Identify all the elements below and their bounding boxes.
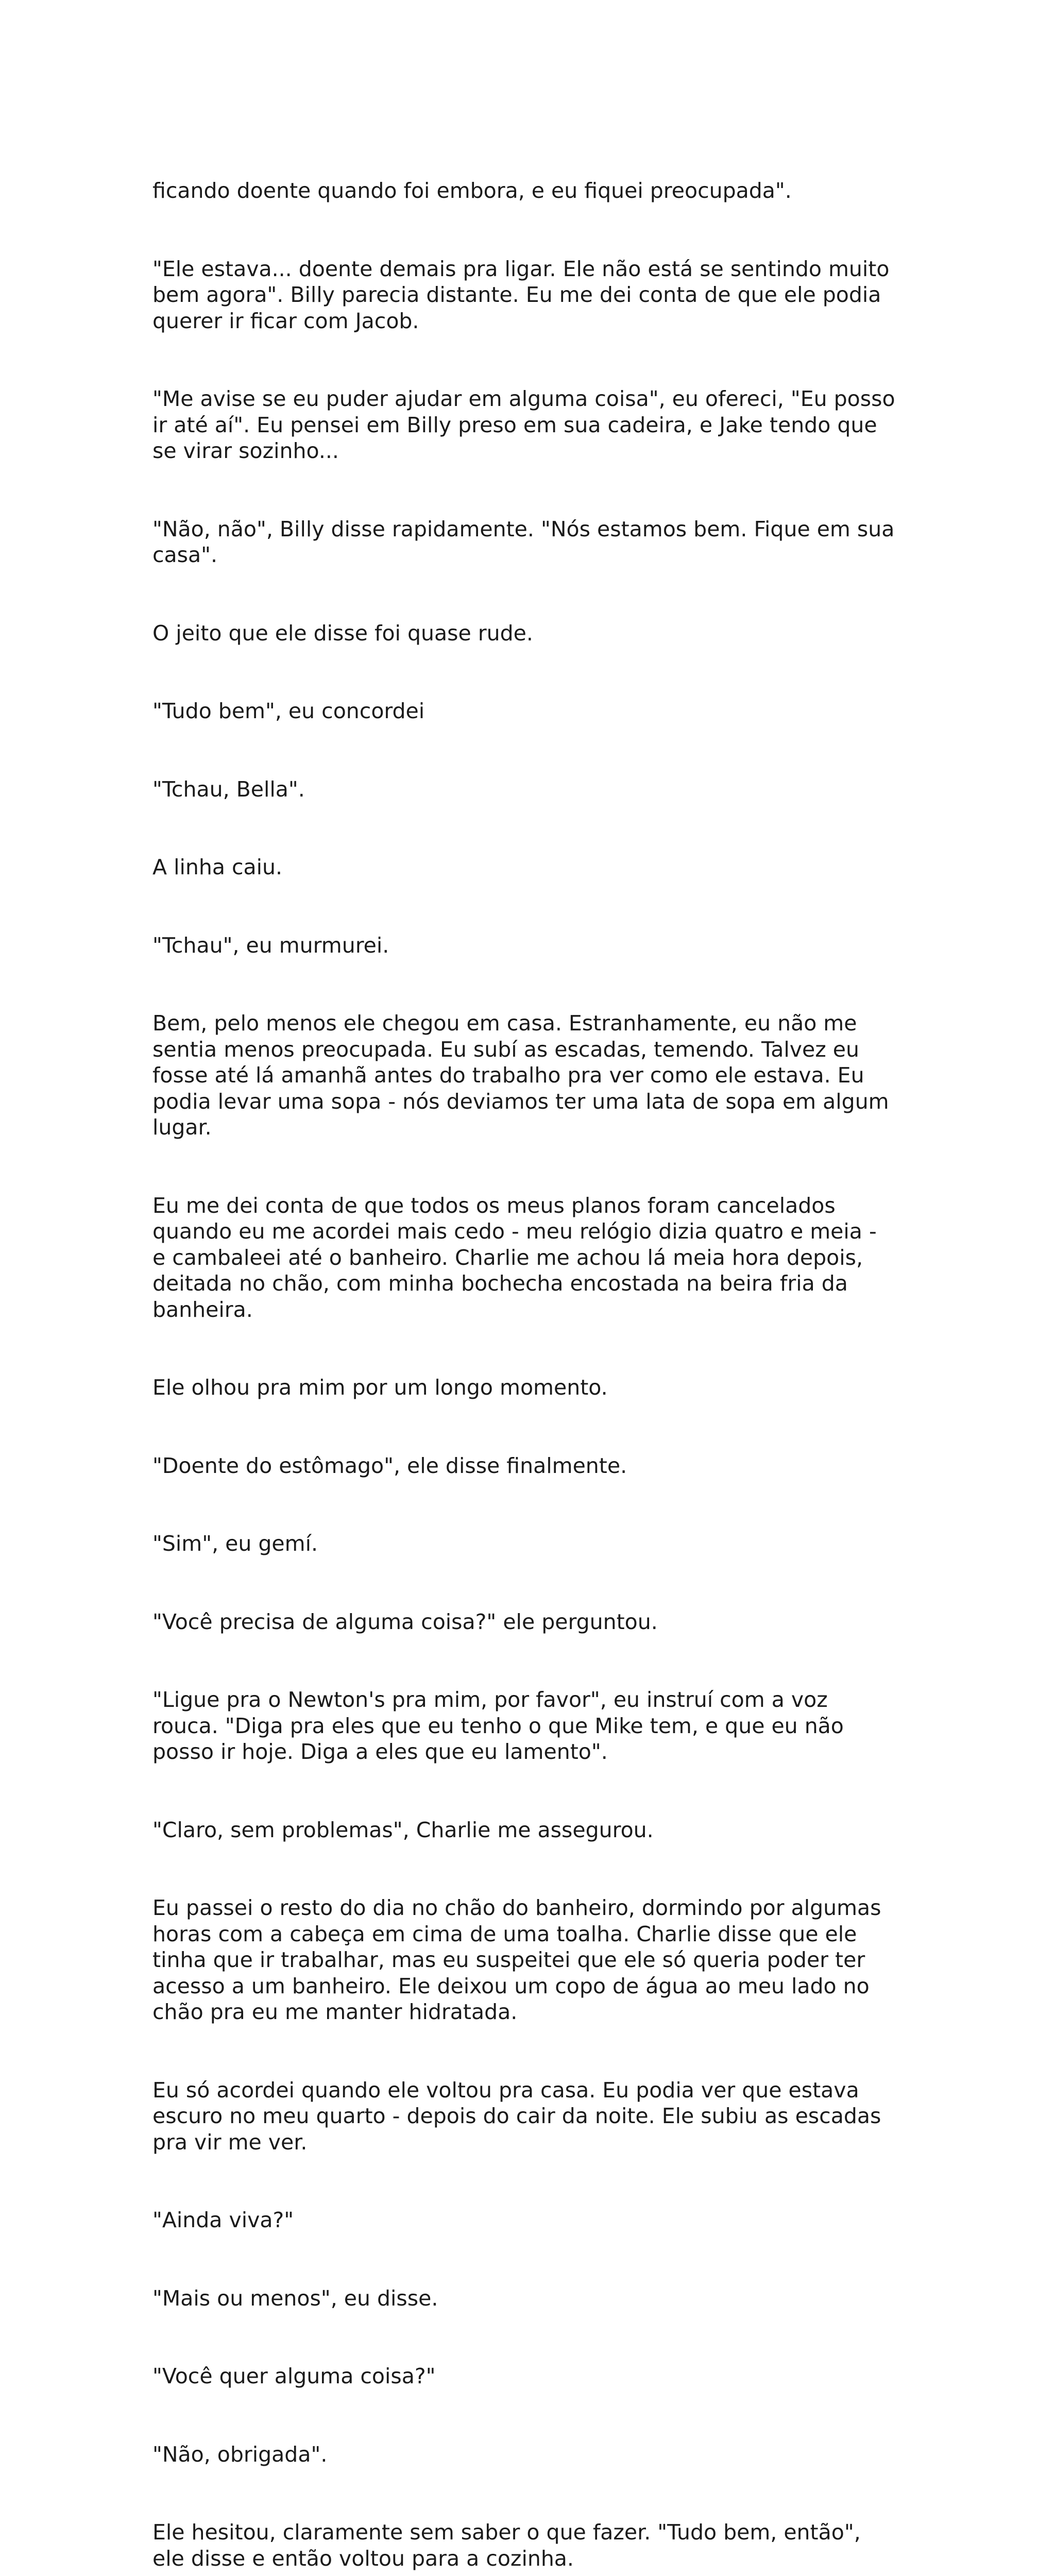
paragraph: "Ligue pra o Newton's pra mim, por favor", eu instruí com a voz rouca. "Diga pra eles que eu tenho o que Mike tem, e que eu não posso ir hoje. Diga a eles que eu lamento".	[152, 1687, 844, 1764]
paragraph: A linha caiu.	[152, 855, 283, 879]
paragraph: "Não, obrigada".	[152, 2442, 328, 2467]
body-text	[152, 126, 925, 2576]
paragraph: "Tchau", eu murmurei.	[152, 933, 389, 958]
paragraph: "Tudo bem", eu concordei	[152, 699, 425, 723]
paragraph: Ele olhou pra mim por um longo momento.	[152, 1375, 608, 1400]
paragraph: "Ainda viva?"	[152, 2208, 294, 2232]
paragraph: "Doente do estômago", ele disse finalmente.	[152, 1453, 627, 1478]
paragraph: Bem, pelo menos ele chegou em casa. Estranhamente, eu não me sentia menos preocupada. Eu subí as escadas, temendo. Talvez eu fosse até lá amanhã antes do trabalho pra ver como ele estava. Eu podia levar uma sopa - nós deviamos ter uma lata de sopa em algum lugar.	[152, 1011, 889, 1140]
paragraph: "Ele estava... doente demais pra ligar. Ele não está se sentindo muito bem agora". Billy parecia distante. Eu me dei conta de que ele podia querer ir ficar com Jacob.	[152, 256, 890, 333]
paragraph: Eu passei o resto do dia no chão do banheiro, dormindo por algumas horas com a cabeça em cima de uma toalha. Charlie disse que ele tinha que ir trabalhar, mas eu suspeitei que ele só queria poder ter acesso a um banheiro. Ele deixou um copo de água ao meu lado no chão pra eu me manter hidratada.	[152, 1895, 881, 2024]
paragraph: Ele hesitou, claramente sem saber o que fazer. "Tudo bem, então", ele disse e então voltou para a cozinha.	[152, 2520, 861, 2571]
paragraph: "Mais ou menos", eu disse.	[152, 2285, 438, 2311]
paragraph: "Você precisa de alguma coisa?" ele perguntou.	[152, 1609, 658, 1634]
paragraph: ficando doente quando foi embora, e eu fiquei preocupada".	[152, 178, 792, 203]
paragraph: "Me avise se eu puder ajudar em alguma coisa", eu ofereci, "Eu posso ir até aí". Eu pensei em Billy preso em sua cadeira, e Jake tendo que se virar sozinho...	[152, 386, 895, 463]
paragraph: "Claro, sem problemas", Charlie me assegurou.	[152, 1817, 654, 1842]
paragraph: "Não, não", Billy disse rapidamente. "Nós estamos bem. Fique em sua casa".	[152, 516, 895, 567]
paragraph: Eu só acordei quando ele voltou pra casa. Eu podia ver que estava escuro no meu quarto - depois do cair da noite. Ele subiu as escadas pra vir me ver.	[152, 2077, 881, 2155]
paragraph: "Você quer alguma coisa?"	[152, 2364, 436, 2388]
paragraph: "Sim", eu gemí.	[152, 1531, 318, 1556]
paragraph: Eu me dei conta de que todos os meus planos foram cancelados quando eu me acordei mais cedo - meu relógio dizia quatro e meia - e cambaleei até o banheiro. Charlie me achou lá meia hora depois, deitada no chão, com minha bochecha encostada na beira fria da banheira.	[152, 1193, 877, 1322]
paragraph: O jeito que ele disse foi quase rude.	[152, 620, 533, 646]
paragraph: "Tchau, Bella".	[152, 776, 305, 802]
